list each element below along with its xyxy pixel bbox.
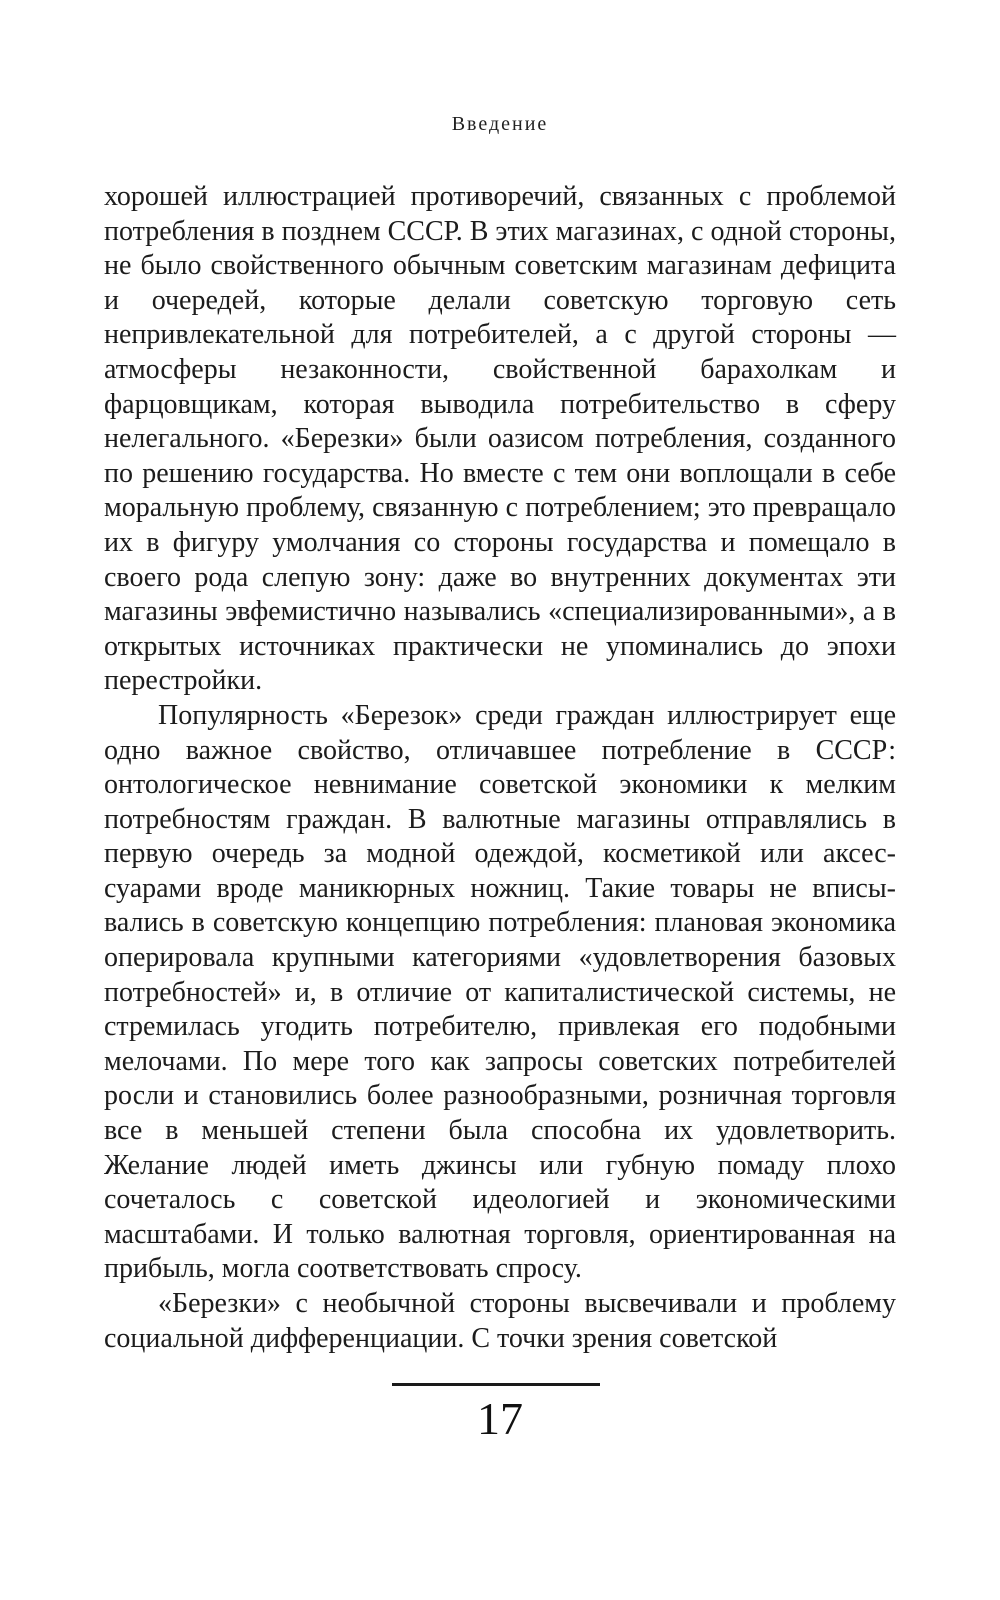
running-head: Введение <box>451 113 549 135</box>
page-number-rule <box>392 1383 600 1386</box>
page-number: 17 <box>477 1393 523 1444</box>
paragraph-differentiation: «Березки» с необычной стороны высвечивали и проблему социальной дифференциации. С точки зрения советской <box>104 1288 896 1354</box>
paragraph-popularity: Популярность «Березок» среди граждан иллюстрирует еще одно важное свойство, отличавшее потребление в СССР: онтологическое невнимание советской экономики к мелким потребностям граждан. В валютные магазины отправлялись в первую очередь за модной одеждой, косметикой или аксессуарами вроде маникюрных ножниц. Такие товары не вписывались в советскую концепцию потребления: плановая экономика оперировала крупными категориями «удовлетворения базовых потребностей» и, в отличие от капиталистической системы, не стремилась угодить потребителю, привлекая его подобными мелочами. По мере того как запросы советских потребителей росли и становились более разнообразными, розничная торговля все в меньшей степени была способна их удовлетворить. Желание людей иметь джинсы или губную помаду плохо сочеталось с советской идеологией и экономическими масштабами. И только валютная торговля, ориентированная на прибыль, могла соответствовать спросу. <box>104 699 896 1285</box>
paragraph-continuation: хорошей иллюстрацией противоречий, связанных с проблемой потребления в позднем СССР. В этих магазинах, с одной стороны, не было свойственного обычным советским магазинам дефицита и очередей, которые делали советскую торговую сеть непривлекательной для потребителей, а с другой стороны — атмосферы незаконности, свойственной барахолкам и фарцовщикам, которая выводила потребительство в сферу нелегального. «Березки» были оазисом потребления, созданного по решению государства. Но вместе с тем они воплощали в себе моральную проблему, связанную с потреблением; это превращало их в фигуру умолчания со стороны государства и помещало в своего рода слепую зону: даже во внутренних документах эти магазины эвфемистично назывались «специализированными», а в открытых источниках практически не упоминались до эпохи перестройки. <box>104 181 896 697</box>
body-text <box>104 180 896 1356</box>
